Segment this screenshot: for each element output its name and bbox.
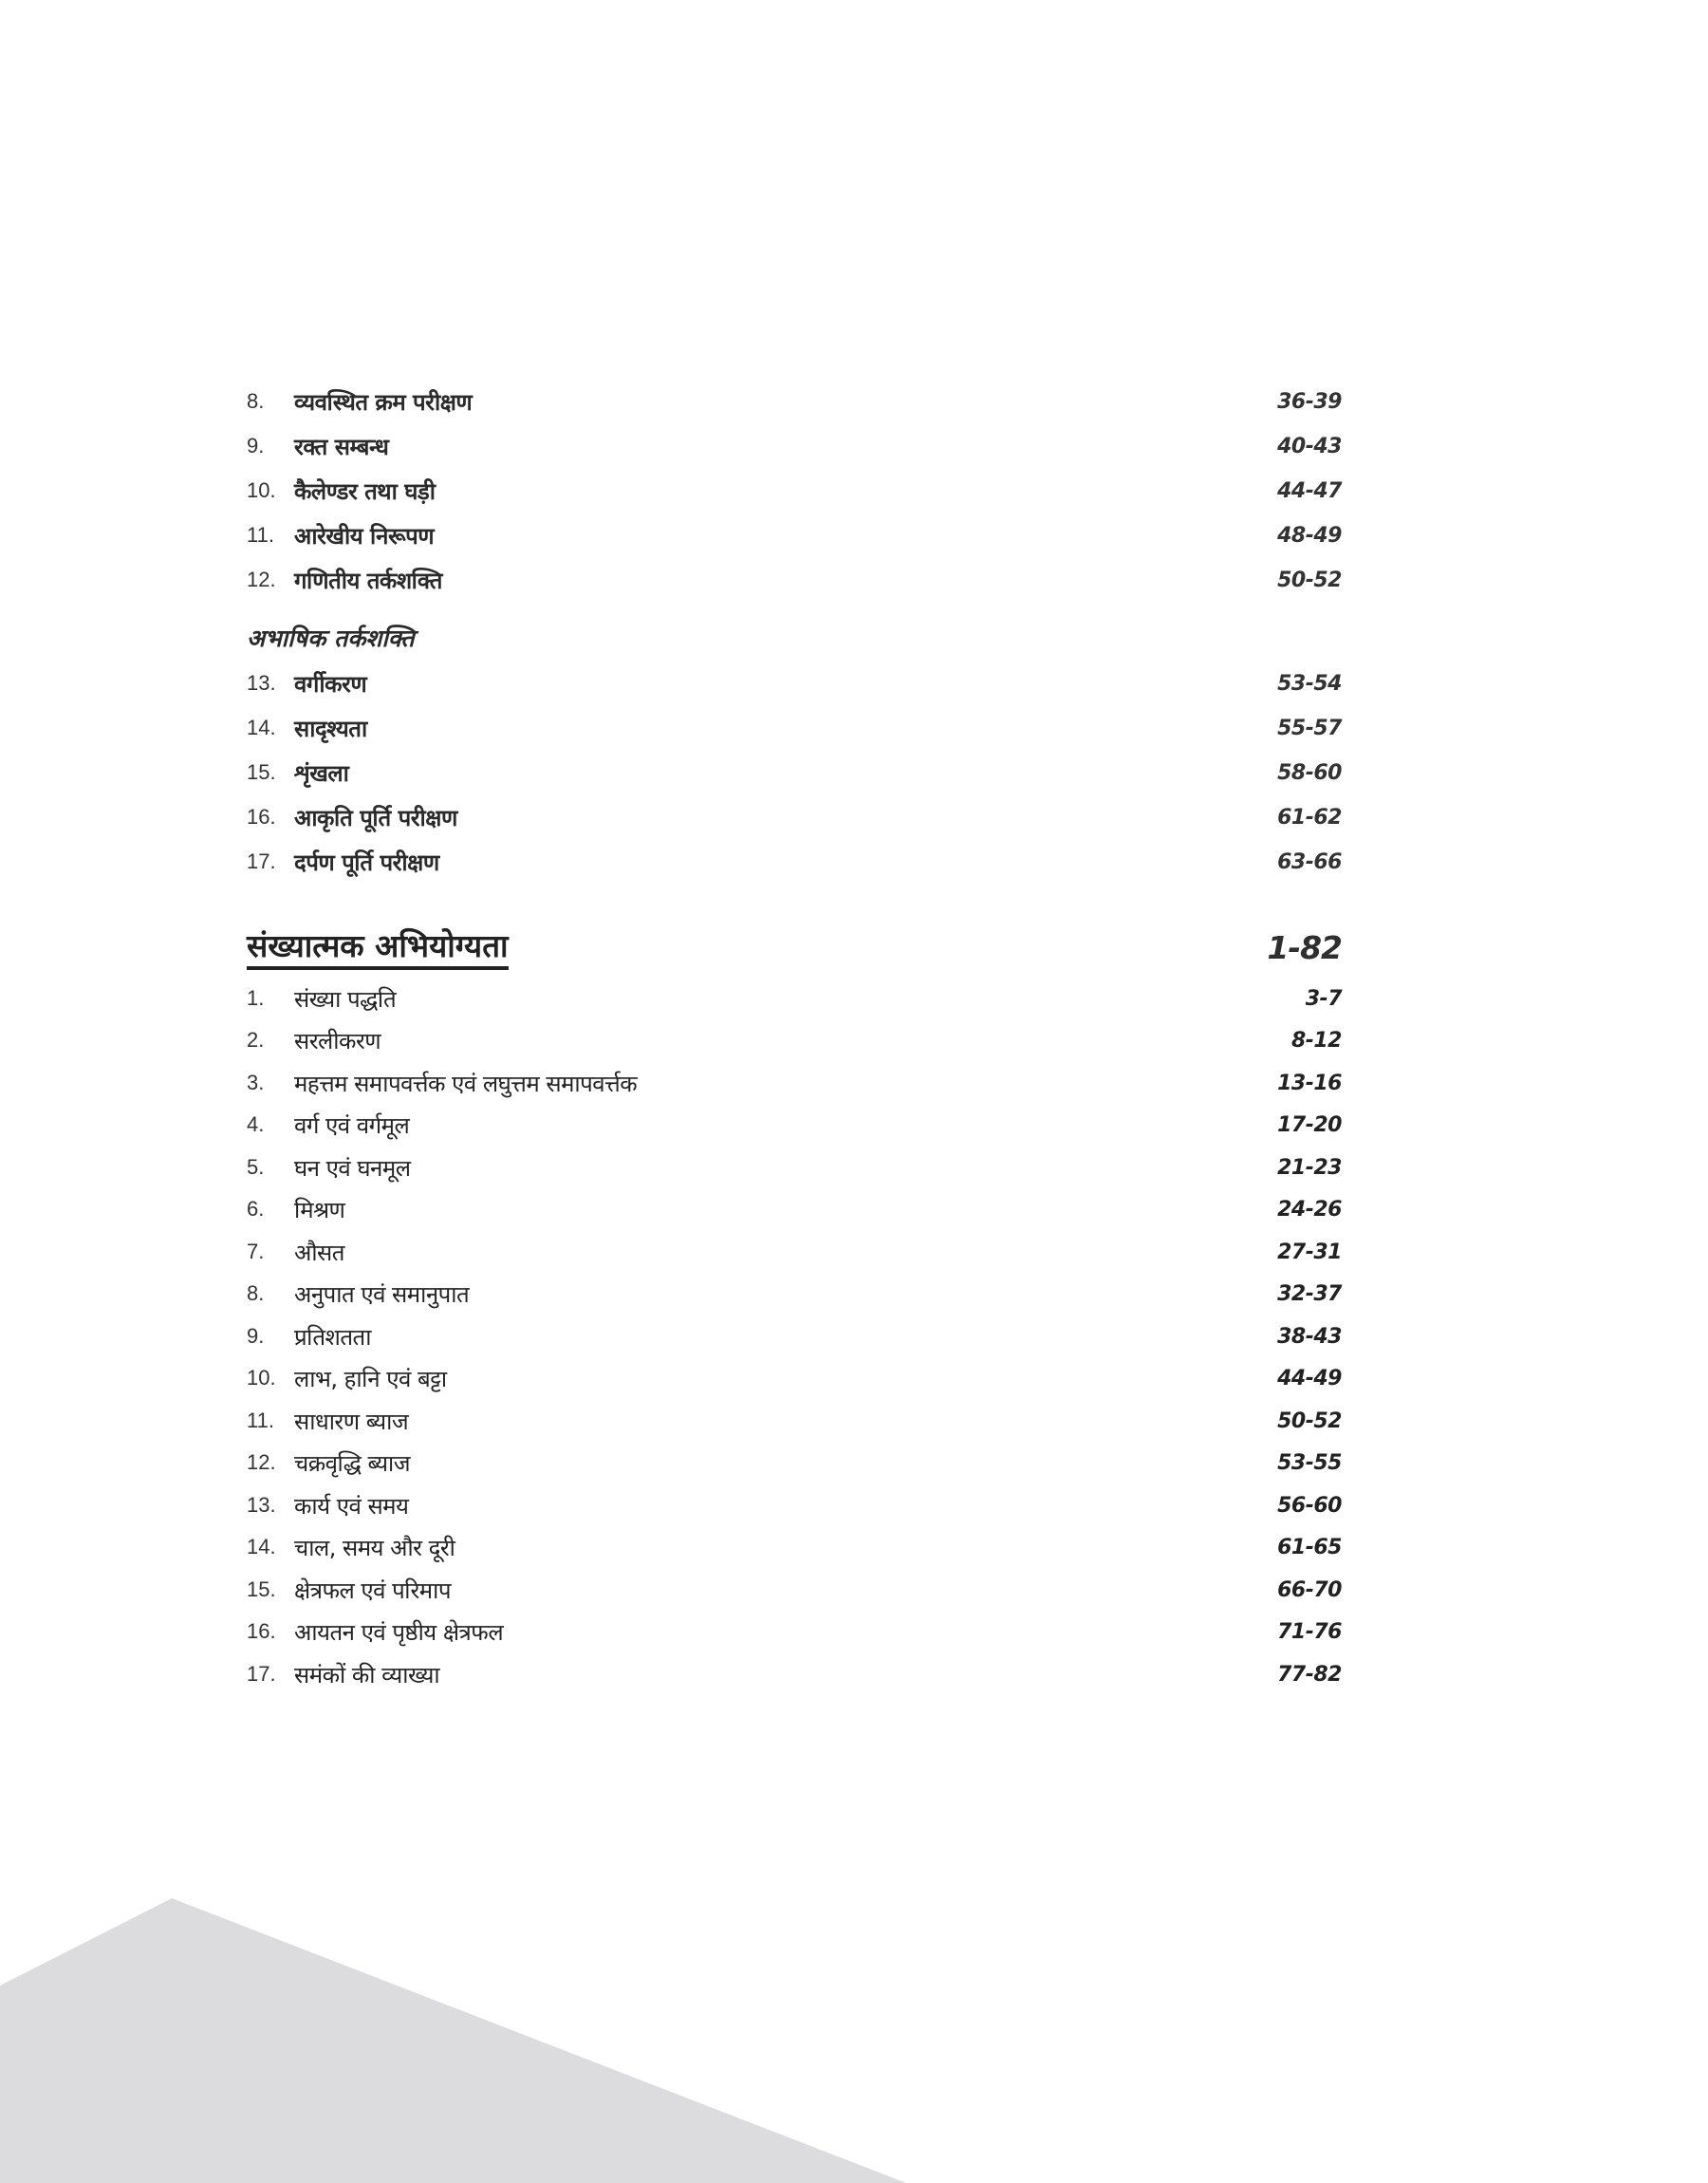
toc-row[interactable]	[247, 798, 1342, 836]
toc-row[interactable]	[247, 1275, 1342, 1313]
toc-item-number: 2.	[247, 1028, 265, 1052]
toc-item-title: प्रतिशतता	[294, 1323, 371, 1351]
toc-item-pages: 56-60	[1277, 1493, 1342, 1518]
toc-item-number: 7.	[247, 1240, 265, 1263]
toc-item-number: 16.	[247, 1619, 276, 1643]
toc-item-number: 17.	[247, 849, 276, 873]
toc-item-title: व्यवस्थित क्रम परीक्षण	[294, 388, 473, 416]
toc-item-pages: 44-49	[1277, 1366, 1342, 1390]
toc-row[interactable]	[247, 709, 1342, 747]
toc-item-pages: 50-52	[1277, 1409, 1342, 1433]
toc-item-number: 10.	[247, 478, 276, 502]
toc-item-title: चाल, समय और दूरी	[294, 1534, 455, 1561]
toc-item-pages: 53-54	[1277, 671, 1342, 696]
toc-item-title: क्षेत्रफल एवं परिमाप	[294, 1577, 451, 1604]
toc-row[interactable]	[247, 1655, 1342, 1693]
toc-row[interactable]	[247, 382, 1342, 420]
toc-item-pages: 3-7	[1305, 986, 1342, 1011]
toc-item-title: चक्रवृद्धि ब्याज	[294, 1449, 411, 1477]
toc-item-number: 16.	[247, 805, 276, 829]
toc-item-pages: 71-76	[1277, 1619, 1342, 1644]
toc-item-pages: 55-57	[1277, 716, 1342, 740]
toc-item-title: सरलीकरण	[294, 1027, 381, 1054]
toc-item-pages: 24-26	[1277, 1197, 1342, 1222]
toc-item-pages: 32-37	[1277, 1281, 1342, 1306]
toc-item-number: 17.	[247, 1662, 276, 1686]
toc-item-pages: 61-62	[1277, 805, 1342, 830]
toc-item-number: 10.	[247, 1366, 276, 1390]
toc-row[interactable]	[247, 1402, 1342, 1440]
toc-item-number: 12.	[247, 568, 276, 591]
toc-row[interactable]	[247, 1444, 1342, 1482]
toc-item-title: घन एवं घनमूल	[294, 1154, 411, 1182]
toc-item-number: 9.	[247, 434, 265, 457]
toc-item-number: 12.	[247, 1450, 276, 1474]
toc-item-number: 3.	[247, 1071, 265, 1094]
toc-row[interactable]	[247, 561, 1342, 599]
toc-item-number: 11.	[247, 523, 274, 547]
toc-item-pages: 53-55	[1277, 1450, 1342, 1475]
toc-item-title: आयतन एवं पृष्ठीय क्षेत्रफल	[294, 1618, 504, 1646]
toc-item-pages: 61-65	[1277, 1535, 1342, 1559]
toc-row[interactable]	[247, 1190, 1342, 1228]
toc-item-title: गणितीय तर्कशक्ति	[294, 567, 442, 594]
toc-item-title: वर्गीकरण	[294, 670, 367, 698]
toc-row[interactable]	[247, 1317, 1342, 1355]
toc-item-number: 1.	[247, 986, 265, 1010]
toc-row[interactable]	[247, 1148, 1342, 1186]
toc-item-number: 15.	[247, 1577, 276, 1601]
toc-item-pages: 48-49	[1277, 523, 1342, 548]
toc-item-number: 13.	[247, 1493, 276, 1517]
toc-row[interactable]	[247, 980, 1342, 1017]
toc-item-title: समंकों की व्याख्या	[294, 1661, 440, 1689]
toc-item-title: अनुपात एवं समानुपात	[294, 1280, 470, 1308]
toc-item-number: 15.	[247, 760, 276, 784]
toc-item-pages: 77-82	[1277, 1662, 1342, 1687]
toc-item-title: कार्य एवं समय	[294, 1492, 409, 1520]
section-page-range: 1-82	[1267, 929, 1342, 966]
toc-item-title: आरेखीय निरूपण	[294, 522, 435, 550]
toc-item-title: औसत	[294, 1239, 344, 1266]
toc-item-title: मिश्रण	[294, 1196, 345, 1223]
toc-row[interactable]	[247, 1233, 1342, 1271]
toc-item-number: 14.	[247, 716, 276, 739]
toc-item-number: 13.	[247, 671, 276, 695]
toc-item-pages: 13-16	[1277, 1071, 1342, 1095]
toc-item-title: आकृति पूर्ति परीक्षण	[294, 804, 457, 831]
toc-item-title: रक्त सम्बन्ध	[294, 433, 389, 460]
toc-row[interactable]	[247, 664, 1342, 702]
toc-item-title: कैलेण्डर तथा घड़ी	[294, 477, 436, 505]
toc-item-title: संख्या पद्धति	[294, 985, 397, 1013]
toc-row[interactable]	[247, 427, 1342, 465]
toc-item-number: 11.	[247, 1409, 274, 1432]
toc-row[interactable]	[247, 1486, 1342, 1524]
toc-row[interactable]	[247, 1021, 1342, 1059]
toc-item-number: 14.	[247, 1535, 276, 1558]
toc-item-number: 8.	[247, 1281, 265, 1305]
toc-item-pages: 8-12	[1290, 1028, 1342, 1053]
toc-item-pages: 44-47	[1277, 478, 1342, 503]
toc-item-number: 6.	[247, 1197, 265, 1221]
toc-item-title: महत्तम समापवर्त्तक एवं लघुत्तम समापवर्त्तक	[294, 1070, 638, 1097]
toc-item-pages: 63-66	[1277, 849, 1342, 874]
toc-item-pages: 38-43	[1277, 1324, 1342, 1349]
toc-item-number: 8.	[247, 389, 265, 413]
toc-row[interactable]	[247, 843, 1342, 881]
toc-item-number: 5.	[247, 1155, 265, 1179]
toc-row[interactable]	[247, 754, 1342, 792]
toc-row[interactable]	[247, 1571, 1342, 1609]
toc-item-title: लाभ, हानि एवं बट्टा	[294, 1365, 447, 1392]
toc-row[interactable]	[247, 1359, 1342, 1397]
section-heading-numerical-aptitude[interactable]	[247, 919, 1342, 966]
toc-item-pages: 66-70	[1277, 1577, 1342, 1602]
toc-item-pages: 17-20	[1277, 1112, 1342, 1137]
toc-item-pages: 27-31	[1277, 1240, 1342, 1264]
toc-row[interactable]	[247, 1528, 1342, 1566]
toc-item-title: दर्पण पूर्ति परीक्षण	[294, 849, 439, 876]
toc-row[interactable]	[247, 472, 1342, 510]
subsection-heading-nonverbal-reasoning: अभाषिक तर्कशक्ति	[247, 625, 415, 652]
toc-row[interactable]	[247, 1613, 1342, 1651]
toc-item-number: 4.	[247, 1112, 265, 1136]
section-title: संख्यात्मक अभियोग्यता	[247, 927, 509, 970]
toc-item-pages: 40-43	[1277, 434, 1342, 458]
toc-item-title: साधारण ब्याज	[294, 1408, 409, 1435]
toc-row[interactable]	[247, 1064, 1342, 1102]
toc-row[interactable]	[247, 1106, 1342, 1144]
toc-item-pages: 50-52	[1277, 568, 1342, 592]
toc-row[interactable]	[247, 516, 1342, 554]
toc-item-title: वर्ग एवं वर्गमूल	[294, 1111, 410, 1139]
toc-item-number: 9.	[247, 1324, 265, 1348]
toc-item-pages: 58-60	[1277, 760, 1342, 785]
toc-item-title: सादृश्यता	[294, 715, 367, 742]
toc-item-title: शृंखला	[294, 759, 349, 787]
toc-item-pages: 21-23	[1277, 1155, 1342, 1180]
toc-item-pages: 36-39	[1277, 389, 1342, 414]
